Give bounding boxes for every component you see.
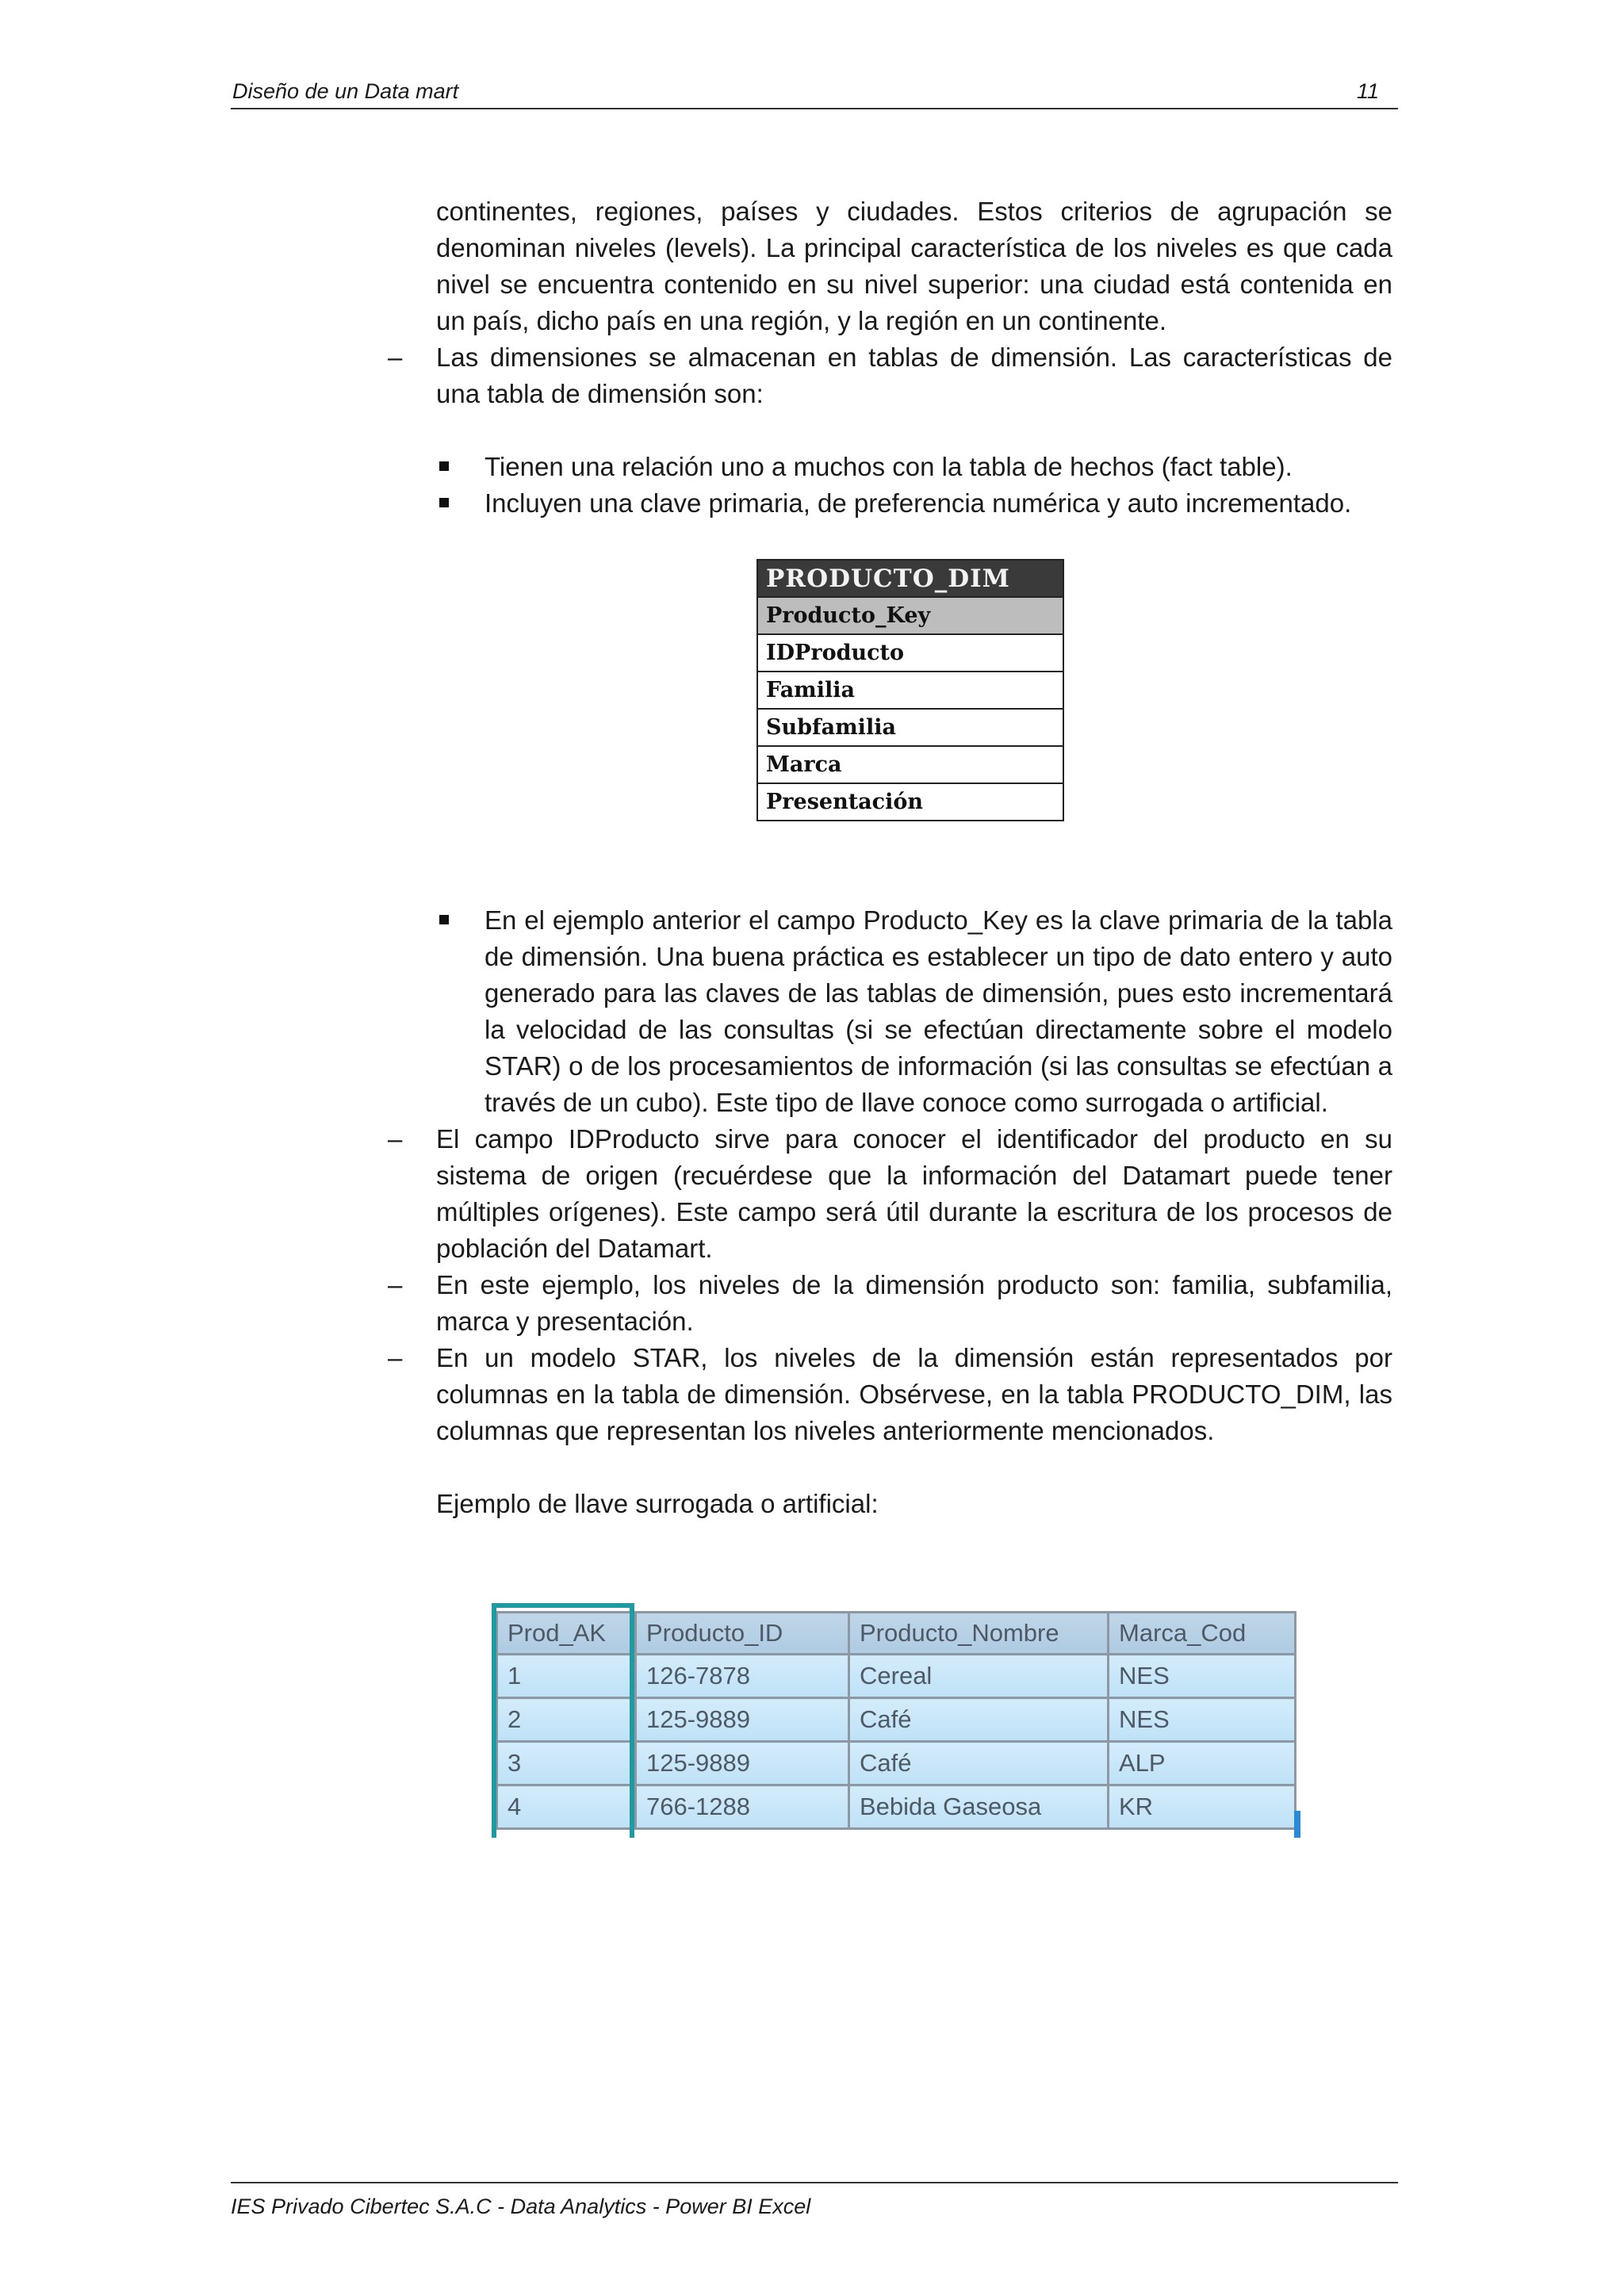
table-cell: Cereal — [849, 1655, 1109, 1698]
table-cell: 3 — [497, 1742, 636, 1785]
table-cell: KR — [1109, 1785, 1296, 1829]
table-cell: 125-9889 — [636, 1698, 849, 1742]
table-cell: 1 — [497, 1655, 636, 1698]
producto-dim-table — [756, 559, 1064, 821]
dim-table-field: Subfamilia — [757, 709, 1063, 746]
table-cell: 126-7878 — [636, 1655, 849, 1698]
footer-text: IES Privado Cibertec S.A.C - Data Analytics - Power BI Excel — [231, 2195, 811, 2218]
table-cell: ALP — [1109, 1742, 1296, 1785]
list-item — [388, 1121, 1392, 1267]
table-cell: Café — [849, 1698, 1109, 1742]
column-header: Prod_AK — [497, 1613, 636, 1655]
list-item-text: Incluyen una clave primaria, de preferencia numérica y auto incrementado. — [485, 488, 1352, 518]
table-cell: NES — [1109, 1655, 1296, 1698]
table-cell: Bebida Gaseosa — [849, 1785, 1109, 1829]
list-item-text: En este ejemplo, los niveles de la dimensión producto son: familia, subfamilia, marca y presentación. — [436, 1270, 1392, 1336]
surrogate-key-example — [492, 1603, 1302, 1838]
dim-table-field: Presentación — [757, 783, 1063, 821]
table-cell: 2 — [497, 1698, 636, 1742]
table-cell: 4 — [497, 1785, 636, 1829]
list-item — [485, 449, 1392, 485]
list-item — [388, 339, 1392, 412]
table-cell: NES — [1109, 1698, 1296, 1742]
dim-table-field: Marca — [757, 746, 1063, 783]
list-item — [485, 902, 1392, 1121]
example-label: Ejemplo de llave surrogada o artificial: — [436, 1489, 879, 1518]
dim-table-key: Producto_Key — [757, 597, 1063, 634]
page-number: 11 — [1356, 79, 1379, 103]
list-item — [388, 1267, 1392, 1340]
list-item-text: En el ejemplo anterior el campo Producto_Key es la clave primaria de la tabla de dimensión. Una buena práctica es establecer un tipo de dato entero y auto generado para las claves de las tablas de dimensión, pues esto incrementará la velocidad de las consultas (si se efectúan directamente sobre el modelo STAR) o de los procesamientos de información (si las consultas se efectúan a través de un cubo). Este tipo de llave conoce como surrogada o artificial. — [485, 905, 1392, 1117]
dash-bullet: – — [388, 1270, 403, 1299]
list-item-text: El campo IDProducto sirve para conocer el identificador del producto en su sistema de origen (recuérdese que la información del Datamart puede tener múltiples orígenes). Este campo será útil durante la escritura de los procesos de población del Datamart. — [436, 1124, 1392, 1263]
column-header: Producto_ID — [636, 1613, 849, 1655]
table-cell: 766-1288 — [636, 1785, 849, 1829]
dash-bullet: – — [388, 1124, 403, 1154]
body-text — [388, 193, 1392, 1522]
square-bullet-icon — [439, 498, 449, 507]
list-item — [388, 1340, 1392, 1449]
dash-bullet: – — [388, 1343, 403, 1372]
selection-handle — [1294, 1811, 1300, 1838]
list-item-text: Tienen una relación uno a muchos con la tabla de hechos (fact table). — [485, 452, 1293, 481]
square-bullet-icon — [439, 915, 449, 924]
table-cell: 125-9889 — [636, 1742, 849, 1785]
header-title: Diseño de un Data mart — [232, 79, 459, 103]
dash-bullet: – — [388, 342, 403, 372]
dim-table-title: PRODUCTO_DIM — [757, 560, 1063, 597]
intro-paragraph: continentes, regiones, países y ciudades. Estos criterios de agrupación se denominan niveles (levels). La principal característica de los niveles es que cada nivel se encuentra contenido en su nivel superior: una ciudad está contenida en un país, dicho país en una región, y la región en un continente. — [436, 197, 1392, 335]
dim-table-field: Familia — [757, 672, 1063, 709]
column-header: Producto_Nombre — [849, 1613, 1109, 1655]
table-cell: Café — [849, 1742, 1109, 1785]
highlight-box — [492, 1603, 634, 1838]
dim-table-field: IDProducto — [757, 634, 1063, 672]
list-item — [485, 485, 1392, 522]
column-header: Marca_Cod — [1109, 1613, 1296, 1655]
list-item-text: En un modelo STAR, los niveles de la dimensión están representados por columnas en la tabla de dimensión. Obsérvese, en la tabla PRODUCTO_DIM, las columnas que representan los niveles anteriormente mencionados. — [436, 1343, 1392, 1445]
square-bullet-icon — [439, 461, 449, 471]
page-footer — [231, 2182, 1398, 2219]
list-item-text: Las dimensiones se almacenan en tablas de dimensión. Las características de una tabla de dimensión son: — [436, 342, 1392, 408]
page-header — [231, 76, 1398, 109]
